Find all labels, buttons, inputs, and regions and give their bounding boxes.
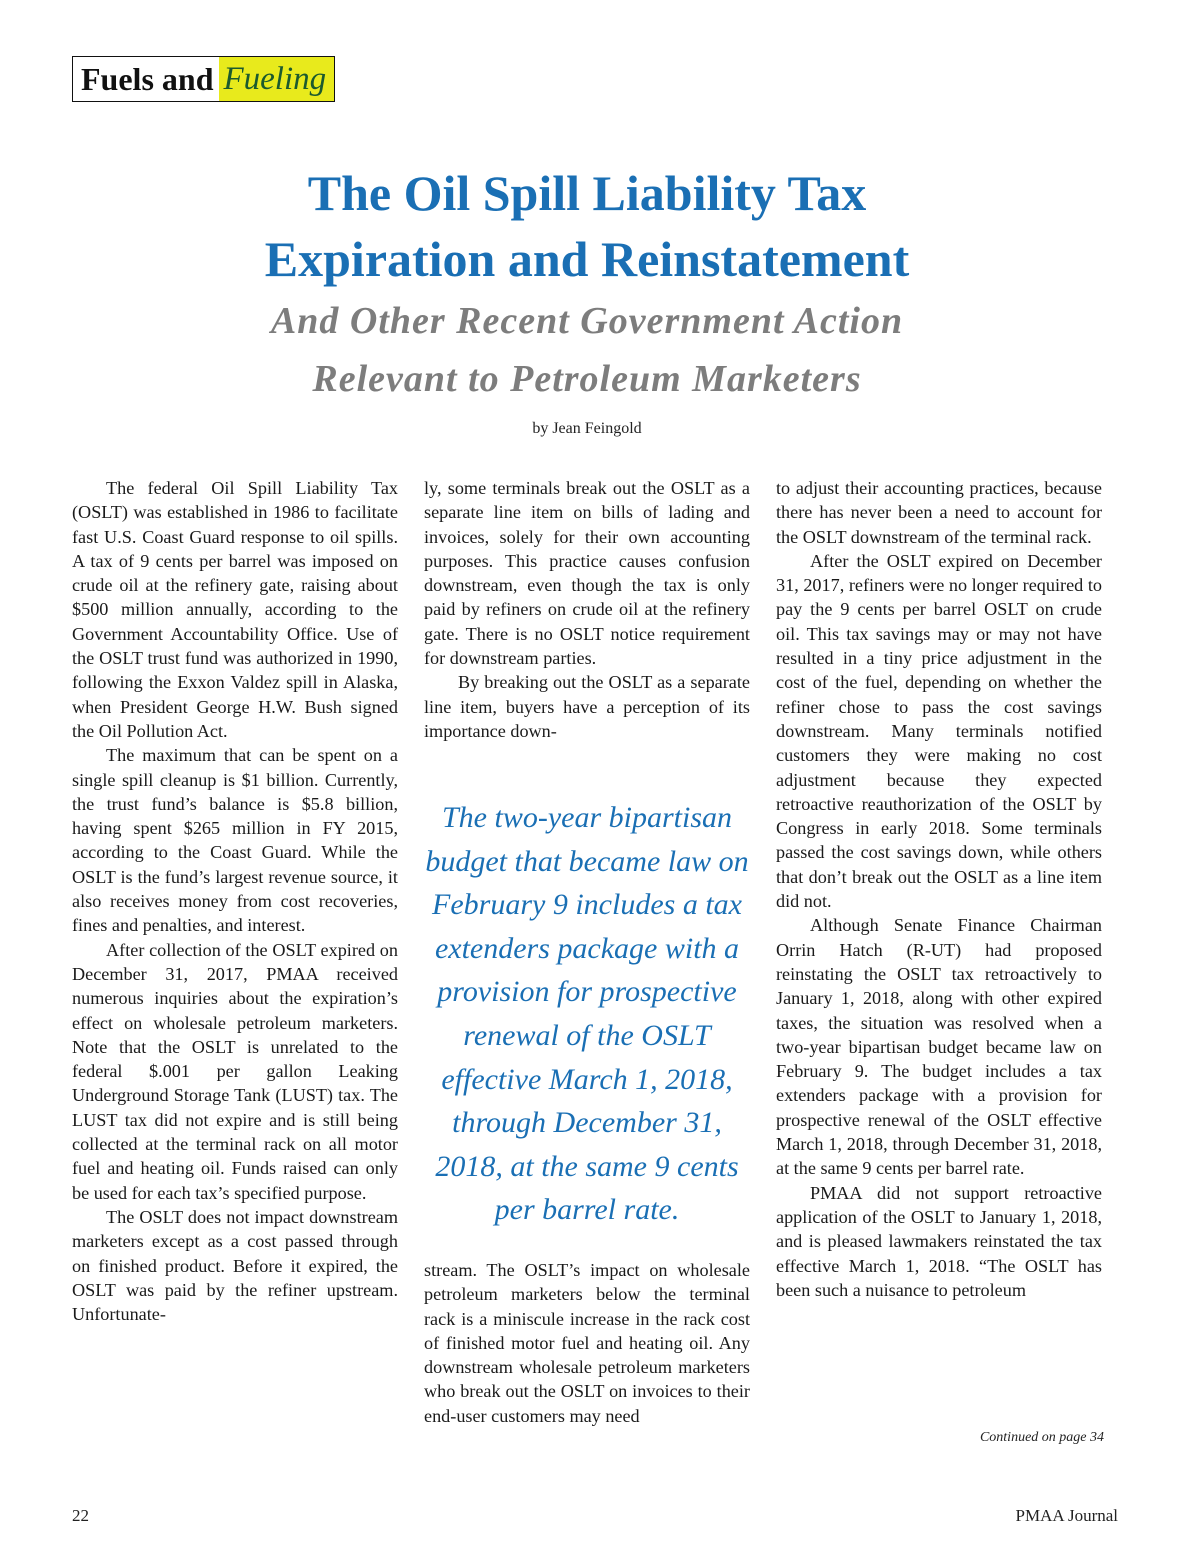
paragraph: By breaking out the OSLT as a separate line item, buyers have a perception of its importance down- bbox=[424, 672, 750, 741]
paragraph: The federal Oil Spill Liability Tax (OSLT) was established in 1986 to facilitate fast U.S. Coast Guard response to oil spills. A tax of 9 cents per barrel was imposed on crude oil at the refinery gate, raising about $500 million annually, according to the Government Accountability Office. Use of the OSLT trust fund was authorized in 1990, following the Exxon Valdez spill in Alaska, when President George H.W. Bush signed the Oil Pollution Act. bbox=[72, 478, 398, 741]
column-2-top bbox=[424, 476, 750, 743]
page-number: 22 bbox=[72, 1506, 89, 1525]
journal-name: PMAA Journal bbox=[1015, 1506, 1118, 1525]
paragraph: After the OSLT expired on December 31, 2017, refiners were no longer required to pay the 9 cents per barrel OSLT on crude oil. This tax savings may or may not have resulted in a tiny price adjustment in the cost of the fuel, depending on whether the refiner chose to pass the cost savings downstream. Many terminals notified customers they were making no cost adjustment because they expected retroactive reauthorization of the OSLT by Congress in early 2018. Some terminals passed the cost savings down, while others that don’t break out the OSLT as a line item did not. bbox=[776, 550, 1102, 912]
column-1 bbox=[72, 476, 398, 1326]
article-title-line2: Expiration and Reinstatement bbox=[264, 231, 910, 287]
paragraph: The OSLT does not impact downstream marketers except as a cost passed through on finished product. Before it expired, the OSLT was paid by the refiner upstream. Unfortunate- bbox=[72, 1206, 398, 1325]
article-subtitle bbox=[0, 292, 1174, 408]
byline: by Jean Feingold bbox=[532, 420, 642, 437]
pull-quote: The two-year bipartisan budget that became law on February 9 includes a tax extenders package with a provision for prospective renewal of the OSLT effective March 1, 2018, through December 31, 2018, at the same 9 cents per barrel rate. bbox=[425, 801, 749, 1227]
paragraph: ly, some terminals break out the OSLT as a separate line item on bills of lading and invoices, solely for their own accounting purposes. This practice causes confusion downstream, even though the tax is only paid by refiners on crude oil at the refinery gate. There is no OSLT notice requirement for downstream parties. bbox=[424, 478, 750, 669]
paragraph: PMAA did not support retroactive application of the OSLT to January 1, 2018, and is pleased lawmakers reinstated the tax effective March 1, 2018. “The OSLT has been such a nuisance to petroleum bbox=[776, 1182, 1102, 1300]
paragraph: The maximum that can be spent on a single spill cleanup is $1 billion. Currently, the trust fund’s balance is $5.8 billion, having spent $265 million in FY 2015, according to the Coast Guard. While the OSLT is the fund’s largest revenue source, it also receives money from cost recoveries, fines and penalties, and interest. bbox=[72, 745, 398, 936]
section-label bbox=[72, 56, 335, 102]
article-subtitle-line2: Relevant to Petroleum Marketers bbox=[312, 358, 862, 400]
paragraph: to adjust their accounting practices, because there has never been a need to account for the OSLT downstream of the terminal rack. bbox=[776, 478, 1102, 547]
section-label-highlight: Fueling bbox=[219, 57, 334, 101]
paragraph: After collection of the OSLT expired on December 31, 2017, PMAA received numerous inquiries about the expiration’s effect on wholesale petroleum marketers. Note that the OSLT is unrelated to the federal $.001 per gallon Leaking Underground Storage Tank (LUST) tax. The LUST tax did not expire and is still being collected at the terminal rack on all motor fuel and heating oil. Funds raised can only be used for each tax’s specified purpose. bbox=[72, 939, 398, 1203]
column-2-bottom bbox=[424, 1258, 750, 1428]
article-title-line1: The Oil Spill Liability Tax bbox=[307, 165, 867, 221]
continued-note: Continued on page 34 bbox=[979, 1430, 1104, 1445]
paragraph: stream. The OSLT’s impact on wholesale petroleum marketers below the terminal rack is a miniscule increase in the rack cost of finished motor fuel and heating oil. Any downstream wholesale petroleum marketers who break out the OSLT on invoices to their end-user customers may need bbox=[424, 1260, 750, 1426]
paragraph: Although Senate Finance Chairman Orrin Hatch (R-UT) had proposed reinstating the OSLT tax retroactively to January 1, 2018, along with other expired taxes, the situation was resolved when a two-year bipartisan budget became law on February 9. The budget includes a tax extenders package with a provision for prospective renewal of the OSLT effective March 1, 2018, through December 31, 2018, at the same 9 cents per barrel rate. bbox=[776, 915, 1102, 1179]
column-3 bbox=[776, 476, 1102, 1302]
article-subtitle-line1: And Other Recent Government Action bbox=[270, 300, 904, 342]
section-label-plain: Fuels and bbox=[81, 61, 214, 97]
article-title bbox=[0, 160, 1174, 292]
